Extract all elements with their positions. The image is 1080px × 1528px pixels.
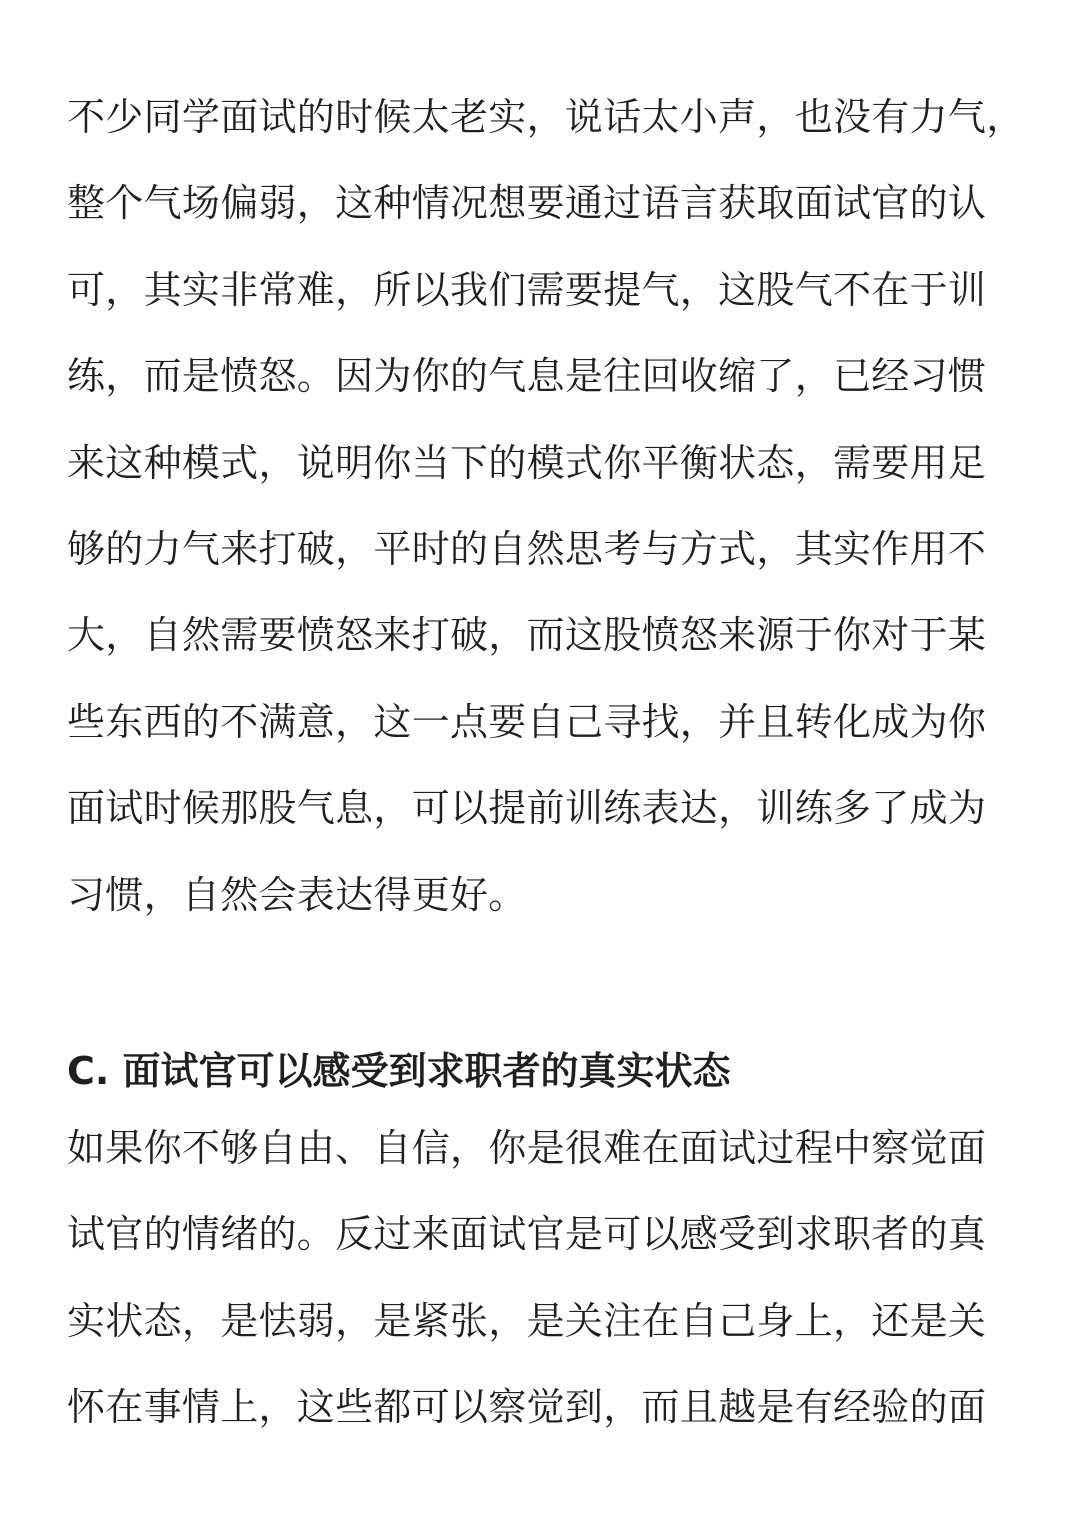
paragraph-line: 些东西的不满意，这一点要自己寻找，并且转化成为你 xyxy=(67,699,987,744)
paragraph-line: 试官的情绪的。反过来面试官是可以感受到求职者的真 xyxy=(67,1212,987,1257)
paragraph-line: 可，其实非常难，所以我们需要提气，这股气不在于训 xyxy=(67,267,987,312)
paragraph-line: 够的力气来打破，平时的自然思考与方式，其实作用不 xyxy=(67,527,987,572)
paragraph-line: 大，自然需要愤怒来打破，而这股愤怒来源于你对于某 xyxy=(67,613,987,658)
paragraph-line: 习惯，自然会表达得更好。 xyxy=(67,872,527,917)
paragraph-line: 练，而是愤怒。因为你的气息是往回收缩了，已经习惯 xyxy=(67,354,987,399)
paragraph-line: 面试时候那股气息，可以提前训练表达，训练多了成为 xyxy=(67,786,987,831)
article-body xyxy=(67,74,1025,1451)
paragraph-line: 如果你不够自由、自信，你是很难在面试过程中察觉面 xyxy=(67,1126,987,1171)
section-heading-c: C. 面试官可以感受到求职者的真实状态 xyxy=(67,1049,731,1094)
paragraph-anger-breakthrough xyxy=(67,74,1025,938)
paragraph-line: 来这种模式，说明你当下的模式你平衡状态，需要用足 xyxy=(67,440,987,485)
paragraph-line: 怀在事情上，这些都可以察觉到，而且越是有经验的面 xyxy=(67,1385,987,1430)
paragraph-line: 实状态，是怯弱，是紧张，是关注在自己身上，还是关 xyxy=(67,1298,987,1343)
paragraph-interviewer-perception xyxy=(67,1105,1017,1451)
paragraph-line: 整个气场偏弱，这种情况想要通过语言获取面试官的认 xyxy=(67,181,987,226)
paragraph-line: 不少同学面试的时候太老实，说话太小声，也没有力气， xyxy=(67,95,1025,139)
